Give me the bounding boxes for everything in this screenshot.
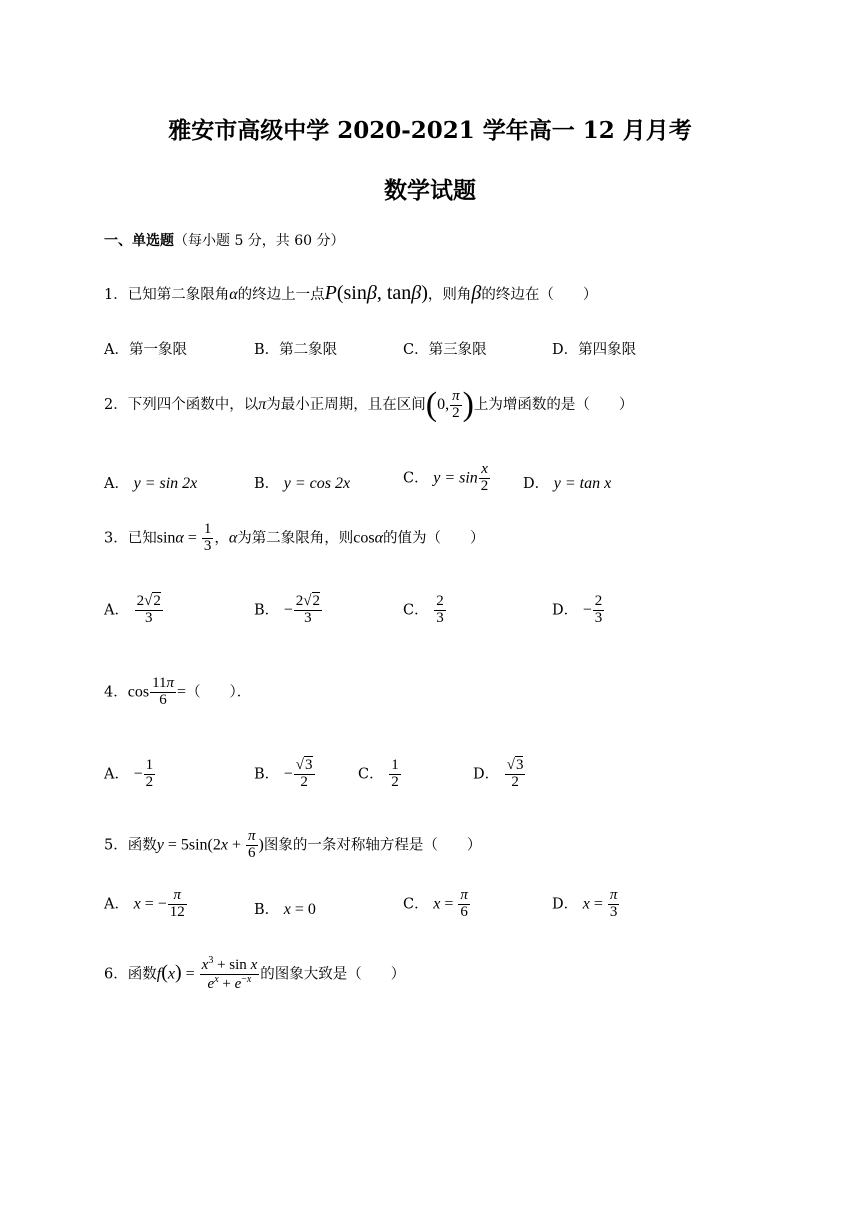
- option-a[interactable]: [104, 594, 164, 627]
- question-text: ，则角: [427, 287, 472, 303]
- option-letter: B．: [254, 476, 280, 492]
- option-b[interactable]: [254, 338, 337, 359]
- math-expr: = 5sin(2: [163, 836, 221, 854]
- question-text: 为最小正周期，且在区间: [266, 397, 426, 413]
- math-beta: β: [411, 282, 422, 304]
- option-letter: A．: [104, 476, 129, 492]
- math-paren: ): [462, 386, 474, 423]
- question-text: （ ）．: [186, 684, 252, 701]
- page-subtitle: 数学试题: [384, 177, 476, 204]
- question-6: [104, 956, 405, 993]
- math-minus: −: [582, 601, 592, 619]
- option-c[interactable]: [358, 758, 402, 791]
- math-minus: −: [283, 601, 293, 619]
- question-2: [104, 388, 633, 422]
- math-expr: (sin: [336, 282, 367, 304]
- question-5: [104, 829, 481, 862]
- math-minus: −: [283, 765, 293, 783]
- math-fraction: $\frac{\pi}{2}$: [452, 387, 460, 421]
- option-letter: C．: [403, 896, 429, 913]
- math-point-p: P: [324, 282, 337, 304]
- math-fraction: $\frac{√3}{2}$: [295, 757, 313, 790]
- option-b[interactable]: [254, 758, 316, 791]
- question-1: [104, 282, 597, 305]
- math-alpha: α: [229, 286, 238, 303]
- math-expr: x: [283, 901, 291, 918]
- option-c[interactable]: [403, 462, 491, 495]
- option-a[interactable]: [104, 888, 188, 921]
- option-text: 第三象限: [428, 342, 487, 358]
- option-a[interactable]: [104, 338, 187, 359]
- math-expr: cos: [353, 529, 375, 547]
- option-text: 第一象限: [128, 342, 187, 358]
- math-expr: =: [440, 895, 458, 913]
- math-expr: sin: [156, 529, 176, 547]
- question-text: 的终边在（ ）: [481, 287, 598, 303]
- question-number: 4．: [104, 684, 128, 701]
- option-c[interactable]: [403, 888, 471, 921]
- option-c[interactable]: [403, 338, 487, 359]
- math-alpha: α: [175, 529, 184, 547]
- question-text: 已知: [127, 530, 157, 547]
- math-minus: −: [133, 765, 143, 783]
- math-expr: = −: [140, 895, 167, 913]
- option-letter: C．: [403, 602, 429, 619]
- math-expr: x: [220, 836, 228, 854]
- option-letter: C．: [358, 766, 384, 783]
- option-letter: A．: [104, 342, 129, 358]
- question-text: 下列四个函数中，以: [127, 397, 259, 413]
- option-letter: A．: [104, 602, 129, 619]
- option-text: 第二象限: [279, 342, 338, 358]
- section-note: （每小题 5 分，共 60 分）: [174, 233, 345, 249]
- option-letter: D．: [552, 602, 579, 619]
- math-fraction: $\frac{x^3 + \sin x}{e^x + e^{-x}}$: [201, 955, 258, 992]
- option-letter: B．: [254, 342, 280, 358]
- math-expr: =: [589, 895, 607, 913]
- option-d[interactable]: [552, 338, 636, 359]
- math-fraction: $\frac{\pi}{6}$: [460, 887, 468, 920]
- option-letter: C．: [403, 342, 429, 358]
- math-alpha: α: [374, 529, 383, 547]
- math-beta: β: [366, 282, 377, 304]
- question-number: 2．: [104, 397, 128, 413]
- question-text: 函数: [127, 837, 157, 854]
- option-text: y = cos 2x: [283, 475, 351, 492]
- option-b[interactable]: [254, 594, 323, 627]
- math-expr: +: [227, 836, 246, 854]
- question-text: 的图象大致是（ ）: [260, 966, 406, 983]
- math-fraction: $\frac{11\pi}{6}$: [152, 675, 175, 708]
- math-fraction: $\frac{2}{3}$: [594, 593, 603, 626]
- question-text: 已知第二象限角: [127, 287, 230, 303]
- question-text: 函数: [127, 966, 157, 983]
- option-letter: B．: [254, 602, 280, 619]
- math-fraction: $\frac{2√2}{3}$: [295, 593, 321, 626]
- option-d[interactable]: [523, 472, 611, 493]
- math-fraction: $\frac{\pi}{3}$: [609, 887, 618, 920]
- math-expr: = 0: [290, 901, 316, 918]
- option-c[interactable]: [403, 594, 447, 627]
- option-b[interactable]: [254, 898, 316, 919]
- question-text: 上为增函数的是（ ）: [473, 397, 634, 413]
- option-text: 第四象限: [578, 342, 637, 358]
- math-expr: x: [133, 895, 141, 913]
- math-fraction: $\frac{2}{3}$: [436, 593, 444, 626]
- option-letter: D．: [473, 766, 500, 783]
- section-title: 一、单选题: [104, 233, 174, 249]
- math-fraction: $\frac{2√2}{3}$: [136, 593, 161, 626]
- math-paren: (: [425, 386, 438, 423]
- math-fraction: $\frac{\pi}{12}$: [169, 887, 185, 920]
- math-expr: (: [161, 961, 168, 984]
- question-3: [104, 522, 484, 555]
- option-letter: C．: [403, 470, 429, 487]
- math-expr: x: [582, 895, 590, 913]
- question-number: 6．: [104, 966, 128, 983]
- option-letter: A．: [104, 896, 129, 913]
- question-number: 3．: [104, 530, 128, 547]
- question-number: 1．: [104, 287, 128, 303]
- math-expr: cos: [127, 683, 150, 701]
- question-text: 图象的一条对称轴方程是（ ）: [263, 837, 482, 854]
- question-text: 为第二象限角，则: [237, 530, 354, 547]
- math-expr: ): [174, 961, 182, 984]
- math-fraction: $\frac{\pi}{6}$: [248, 828, 256, 861]
- math-alpha: α: [228, 529, 238, 547]
- question-4: [104, 676, 251, 709]
- option-letter: D．: [552, 342, 579, 358]
- question-text: 的值为（ ）: [382, 530, 485, 547]
- math-fraction: $\frac{x}{2}$: [480, 461, 489, 494]
- option-d[interactable]: [473, 758, 526, 791]
- question-text: 的终边上一点: [237, 287, 325, 303]
- option-text: y = tan x: [553, 475, 612, 492]
- math-fraction: $\frac{√3}{2}$: [506, 757, 524, 790]
- question-text: ，: [214, 530, 229, 547]
- question-number: 5．: [104, 837, 128, 854]
- page-title: 雅安市高级中学 2020-2021 学年高一 12 月月考: [168, 117, 692, 144]
- math-expr: 0,: [437, 396, 450, 413]
- math-expr: ): [258, 836, 264, 854]
- option-a[interactable]: [104, 472, 197, 493]
- math-fraction: $\frac{1}{3}$: [203, 521, 212, 554]
- math-expr: =: [181, 965, 199, 983]
- math-expr: x: [167, 965, 175, 983]
- option-letter: D．: [523, 476, 550, 492]
- math-expr: =: [177, 683, 187, 701]
- option-letter: B．: [254, 902, 280, 918]
- math-expr: ): [421, 282, 428, 304]
- math-beta: β: [471, 282, 482, 304]
- option-d[interactable]: [552, 888, 620, 921]
- math-expr: f: [156, 965, 162, 983]
- option-letter: B．: [254, 766, 280, 783]
- option-a[interactable]: [104, 758, 156, 791]
- math-expr: x: [433, 895, 441, 913]
- math-fraction: $\frac{1}{2}$: [145, 757, 154, 790]
- option-d[interactable]: [552, 594, 605, 627]
- section-heading: [104, 230, 345, 250]
- math-expr: y: [156, 836, 164, 854]
- option-letter: D．: [552, 896, 579, 913]
- option-b[interactable]: [254, 472, 350, 493]
- option-text: y = sin: [433, 469, 478, 487]
- math-pi: π: [258, 396, 267, 413]
- math-expr: , tan: [376, 282, 412, 304]
- option-text: y = sin 2x: [133, 475, 198, 492]
- option-letter: A．: [104, 766, 129, 783]
- math-fraction: $\frac{1}{2}$: [391, 757, 399, 790]
- math-expr: =: [183, 529, 201, 547]
